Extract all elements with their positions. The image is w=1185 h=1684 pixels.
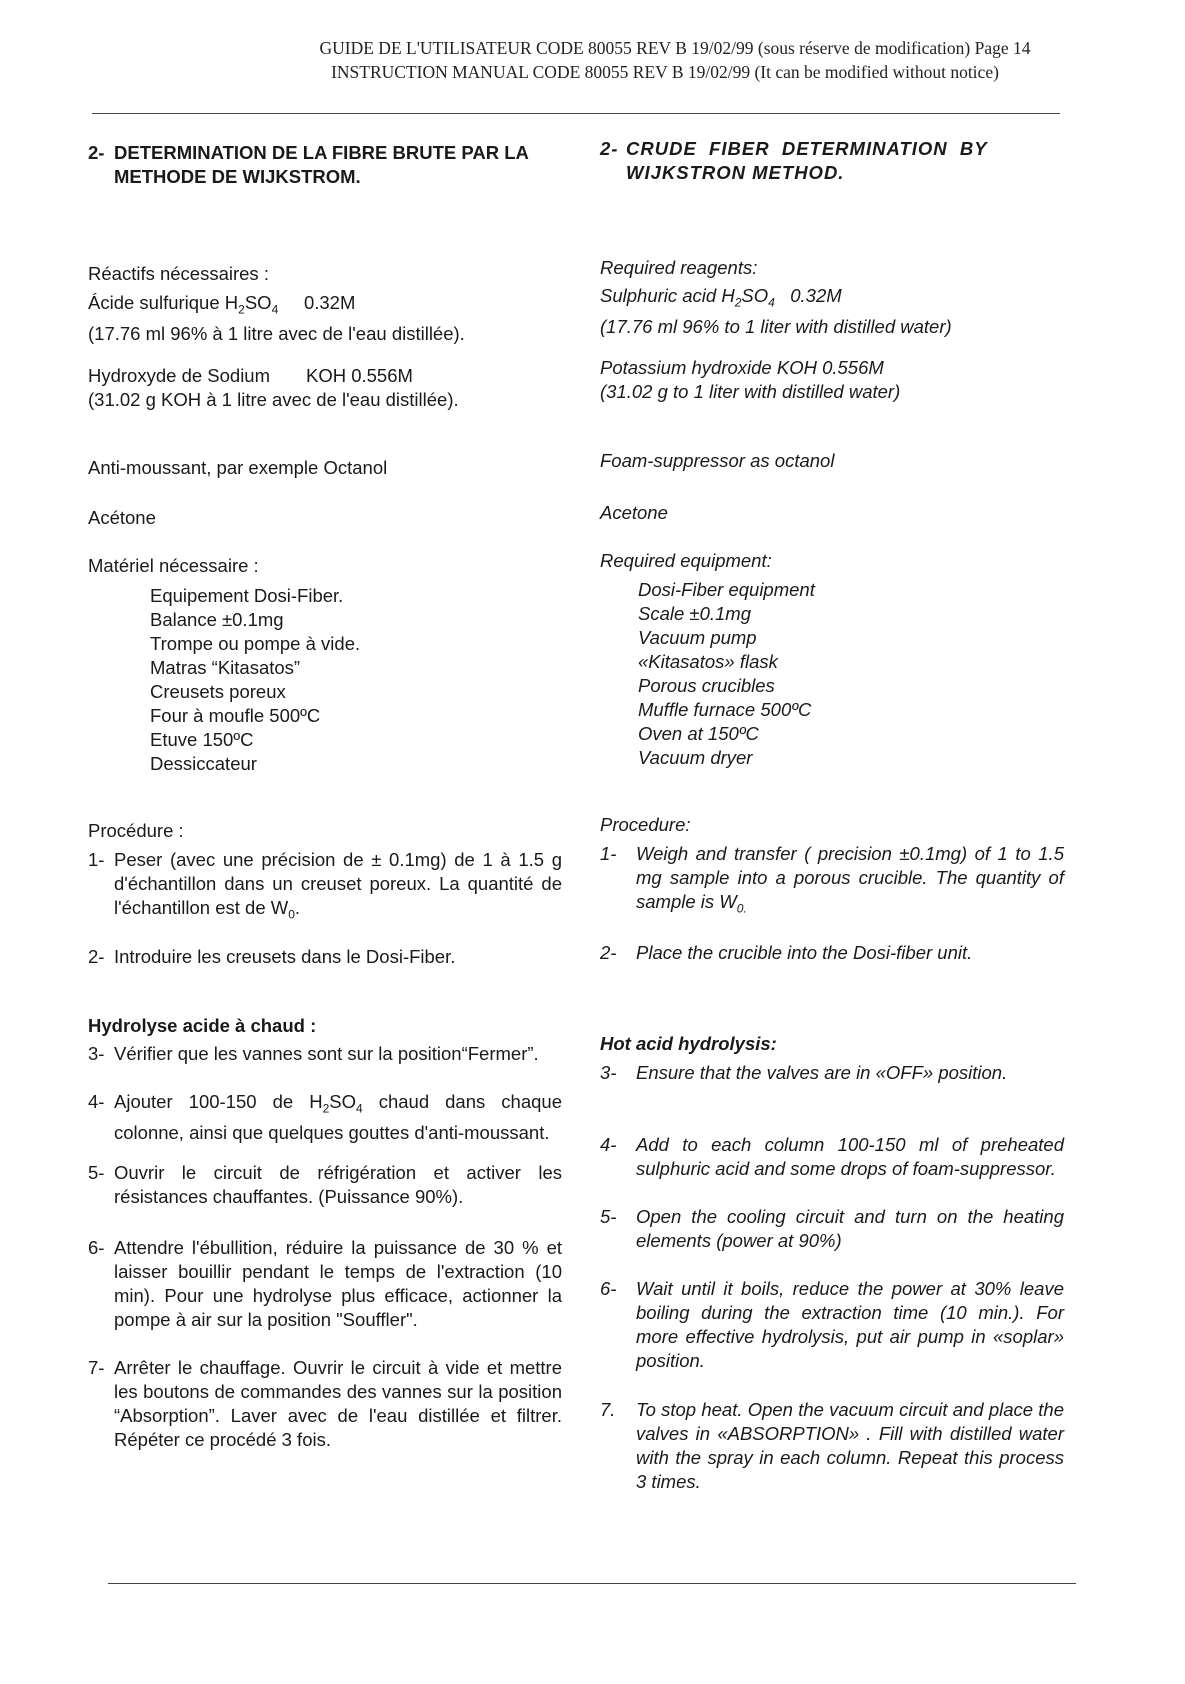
step-3-fr: 3- Vérifier que les vannes sont sur la position“Fermer”.	[88, 1043, 539, 1064]
reagents-heading-en: Required reagents:	[600, 256, 758, 278]
procedure-heading-fr: Procédure :	[88, 819, 184, 841]
step-7-en: 7. To stop heat. Open the vacuum circuit and place the valves in «ABSORPTION» . Fill with distilled water with the spray in each column. Repeat this process 3 times.	[600, 1399, 1064, 1492]
reagent-acid-fr: Ácide sulfurique $H_2SO_4$ 0.32M (17.76 ml 96% à 1 litre avec de l'eau distillée).	[88, 292, 465, 344]
equipment-list-en	[600, 578, 1064, 770]
hydrolysis-heading-en: Hot acid hydrolysis:	[600, 1032, 777, 1054]
list-item: Oven at 150ºC	[638, 723, 759, 744]
acetone-en: Acetone	[600, 501, 668, 523]
step-2-en: 2- Place the crucible into the Dosi-fiber unit.	[600, 942, 973, 963]
acetone-fr: Acétone	[88, 506, 156, 528]
reagent-base-fr: Hydroxyde de Sodium KOH 0.556M (31.02 g KOH à 1 litre avec de l'eau distillée).	[88, 365, 459, 410]
equipment-list-fr	[88, 584, 562, 776]
step-7-fr: 7- Arrêter le chauffage. Ouvrir le circuit à vide et mettre les boutons de commandes des vannes sur la position “Absorption”. Laver avec de l'eau distillée et filtrer. Répéter ce procédé 3 fois.	[88, 1357, 562, 1450]
step-4-en: 4- Add to each column 100-150 ml of preheated sulphuric acid and some drops of foam-suppressor.	[600, 1134, 1064, 1179]
list-item: Four à moufle 500ºC	[150, 705, 321, 726]
header-divider	[92, 113, 1060, 114]
equipment-heading-en: Required equipment:	[600, 549, 772, 571]
step-5-fr: 5- Ouvrir le circuit de réfrigération et activer les résistances chauffantes. (Puissance 90%).	[88, 1162, 562, 1207]
step-6-en: 6- Wait until it boils, reduce the power at 30% leave boiling during the extraction time (10 min.). For more effective hydrolysis, put air pump in «soplar» position.	[600, 1278, 1064, 1371]
page-header	[0, 36, 1185, 84]
hydrolysis-heading-fr: Hydrolyse acide à chaud :	[88, 1014, 317, 1036]
list-item: «Kitasatos» flask	[638, 651, 778, 672]
list-item: Matras “Kitasatos”	[150, 657, 301, 678]
list-item: Vacuum dryer	[638, 747, 753, 768]
step-4-fr: 4- Ajouter 100-150 de $H_2SO_4$ chaud dans chaque colonne, ainsi que quelques gouttes d'anti-moussant.	[88, 1091, 562, 1143]
list-item: Dosi-Fiber equipment	[638, 579, 815, 600]
step-2-fr: 2- Introduire les creusets dans le Dosi-Fiber.	[88, 946, 456, 967]
list-item: Scale ±0.1mg	[638, 603, 751, 624]
antifoam-fr: Anti-moussant, par exemple Octanol	[88, 456, 388, 478]
antifoam-en: Foam-suppressor as octanol	[600, 449, 835, 471]
equipment-heading-fr: Matériel nécessaire :	[88, 554, 259, 576]
list-item: Porous crucibles	[638, 675, 775, 696]
procedure-heading-en: Procedure:	[600, 813, 691, 835]
step-3-en: 3- Ensure that the valves are in «OFF» position.	[600, 1062, 1008, 1083]
list-item: Balance ±0.1mg	[150, 609, 284, 630]
list-item: Vacuum pump	[638, 627, 757, 648]
list-item: Trompe ou pompe à vide.	[150, 633, 361, 654]
list-item: Creusets poreux	[150, 681, 286, 702]
reagent-base-en: Potassium hydroxide KOH 0.556M (31.02 g to 1 liter with distilled water)	[600, 357, 901, 402]
step-1-fr: 1- Peser (avec une précision de ± 0.1mg) de 1 à 1.5 g d'échantillon dans un creuset poreux. La quantité de l'échantillon est de $W_0$.	[88, 849, 562, 922]
list-item: Muffle furnace 500ºC	[638, 699, 812, 720]
section-title-fr: 2- DETERMINATION DE LA FIBRE BRUTE PAR LA METHODE DE WIJKSTROM.	[88, 142, 529, 187]
step-5-en: 5- Open the cooling circuit and turn on the heating elements (power at 90%)	[600, 1206, 1064, 1251]
list-item: Equipement Dosi-Fiber.	[150, 585, 344, 606]
header-line-fr: GUIDE DE L'UTILISATEUR CODE 80055 REV B 19/02/99 (sous réserve de modification) Page 14	[319, 38, 1031, 58]
footer-divider	[108, 1583, 1076, 1584]
section-title-en: 2- CRUDE FIBER DETERMINATION BY WIJKSTRON METHOD.	[600, 138, 988, 183]
list-item: Etuve 150ºC	[150, 729, 254, 750]
reagent-acid-en: Sulphuric acid $H_2SO_4$ 0.32M (17.76 ml 96% to 1 liter with distilled water)	[600, 285, 952, 337]
step-6-fr: 6- Attendre l'ébullition, réduire la puissance de 30 % et laisser bouillir pendant le temps de l'extraction (10 min). Pour une hydrolyse plus efficace, actionner la pompe à air sur la position "Souffler".	[88, 1237, 562, 1330]
step-1-en: 1- Weigh and transfer ( precision ±0.1mg) of 1 to 1.5 mg sample into a porous crucible. The quantity of sample is $W_{0.}$	[600, 843, 1064, 916]
reagents-heading-fr: Réactifs nécessaires :	[88, 262, 269, 284]
list-item: Dessiccateur	[150, 753, 257, 774]
header-line-en: INSTRUCTION MANUAL CODE 80055 REV B 19/02/99 (It can be modified without notice)	[331, 62, 999, 82]
